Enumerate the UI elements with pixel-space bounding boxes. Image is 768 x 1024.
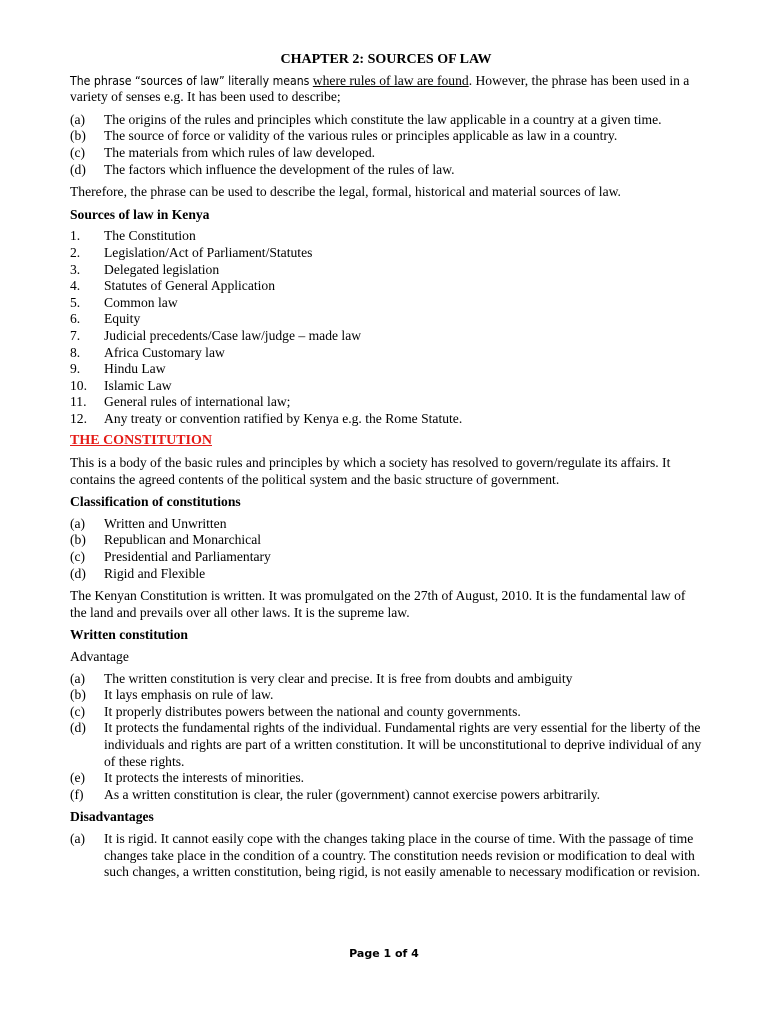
- list-marker: (f): [70, 786, 84, 802]
- list-item: [70, 720, 702, 770]
- list-text: As a written constitution is clear, the ruler (government) cannot exercise powers arbitrarily.: [104, 786, 601, 802]
- list-text: The written constitution is very clear and precise. It is free from doubts and ambiguity: [104, 670, 573, 686]
- list-item: [70, 394, 702, 411]
- list-marker: (b): [70, 532, 86, 548]
- list-marker: (e): [70, 770, 86, 786]
- list-item: [70, 128, 702, 145]
- list-item: [70, 566, 702, 583]
- list-text: Statutes of General Application: [104, 278, 276, 294]
- list-item: [70, 162, 702, 179]
- list-marker: (a): [70, 111, 86, 127]
- list-item: [70, 328, 702, 345]
- list-text: Any treaty or convention ratified by Kenya e.g. the Rome Statute.: [104, 410, 463, 426]
- list-marker: 3.: [70, 261, 81, 277]
- list-item: [70, 145, 702, 162]
- list-text: Equity: [104, 311, 141, 327]
- list-marker: (d): [70, 720, 86, 736]
- list-text: Legislation/Act of Parliament/Statutes: [104, 244, 313, 260]
- list-item: [70, 787, 702, 804]
- list-marker: (d): [70, 565, 86, 581]
- page-footer: Page 1 of 4: [349, 947, 419, 960]
- intro-rest: . However, the phrase has been used in a variety of senses e.g. It has been used to describe;: [70, 72, 690, 105]
- list-item: [70, 262, 702, 279]
- list-marker: (a): [70, 670, 86, 686]
- list-marker: 10.: [70, 377, 87, 393]
- chapter-title: CHAPTER 2: SOURCES OF LAW: [280, 52, 492, 67]
- list-text: The origins of the rules and principles which constitute the law applicable in a country at a given time.: [104, 111, 662, 127]
- list-text: Africa Customary law: [104, 344, 225, 360]
- intro-underlined: where rules of law are found: [312, 72, 469, 88]
- list-marker: (c): [70, 144, 86, 160]
- list-item: [70, 345, 702, 362]
- intro-paragraph: [70, 73, 702, 106]
- list-item: [70, 770, 702, 787]
- list-text: Republican and Monarchical: [104, 532, 262, 548]
- classification-list: [70, 516, 702, 582]
- describe-list: [70, 112, 702, 178]
- list-text: It lays emphasis on rule of law.: [104, 687, 274, 703]
- intro-lead: The phrase “sources of law” literally means: [70, 73, 310, 88]
- list-text: Presidential and Parliamentary: [104, 549, 271, 565]
- list-item: [70, 245, 702, 262]
- list-marker: (b): [70, 687, 86, 703]
- document-page: [70, 52, 702, 887]
- list-text: Hindu Law: [104, 361, 166, 377]
- list-marker: 11.: [70, 394, 87, 410]
- disadvantages-heading: Disadvantages: [70, 809, 154, 825]
- written-heading: Written constitution: [70, 627, 188, 643]
- list-item: [70, 671, 702, 688]
- list-text: Written and Unwritten: [104, 515, 227, 531]
- list-item: [70, 831, 702, 881]
- list-marker: (c): [70, 703, 86, 719]
- list-marker: (d): [70, 161, 86, 177]
- list-text: The Constitution: [104, 228, 196, 244]
- disadvantage-list: [70, 831, 702, 881]
- list-item: [70, 295, 702, 312]
- list-marker: 1.: [70, 228, 81, 244]
- list-marker: 6.: [70, 311, 81, 327]
- list-marker: 12.: [70, 410, 87, 426]
- advantage-list: [70, 671, 702, 804]
- list-item: [70, 361, 702, 378]
- list-marker: 2.: [70, 244, 81, 260]
- list-item: [70, 411, 702, 428]
- list-item: [70, 378, 702, 395]
- list-item: [70, 278, 702, 295]
- list-text: The materials from which rules of law developed.: [104, 144, 376, 160]
- list-text: Rigid and Flexible: [104, 565, 206, 581]
- list-item: [70, 516, 702, 533]
- list-item: [70, 311, 702, 328]
- list-item: [70, 704, 702, 721]
- list-item: [70, 549, 702, 566]
- list-item: [70, 112, 702, 129]
- sources-list: [70, 228, 702, 427]
- list-text: Judicial precedents/Case law/judge – made law: [104, 327, 362, 343]
- list-item: [70, 228, 702, 245]
- list-marker: 5.: [70, 294, 81, 310]
- sources-heading: Sources of law in Kenya: [70, 206, 210, 222]
- list-text: General rules of international law;: [104, 394, 291, 410]
- classification-heading: Classification of constitutions: [70, 494, 241, 510]
- constitution-heading: THE CONSTITUTION: [70, 433, 212, 449]
- list-marker: (a): [70, 515, 86, 531]
- list-text: Islamic Law: [104, 377, 172, 393]
- constitution-definition: This is a body of the basic rules and principles by which a society has resolved to govern/regulate its affairs. It contains the agreed contents of the political system and the basic structure of government.: [70, 455, 671, 487]
- list-text: Common law: [104, 294, 178, 310]
- list-marker: (c): [70, 549, 86, 565]
- list-marker: 9.: [70, 361, 81, 377]
- list-marker: (b): [70, 128, 86, 144]
- list-text: It properly distributes powers between the national and county governments.: [104, 703, 521, 719]
- list-text: It protects the fundamental rights of the individual. Fundamental rights are very essential for the liberty of the individuals and rights are part of a written constitution. It will be unconstitutional to deprive individual of any of these rights.: [104, 720, 702, 769]
- list-marker: 8.: [70, 344, 81, 360]
- list-marker: 7.: [70, 327, 81, 343]
- therefore-paragraph: Therefore, the phrase can be used to describe the legal, formal, historical and material sources of law.: [70, 184, 621, 200]
- advantage-label: Advantage: [70, 649, 129, 664]
- list-text: The factors which influence the development of the rules of law.: [104, 161, 455, 177]
- list-marker: (a): [70, 830, 86, 846]
- list-text: The source of force or validity of the various rules or principles applicable as law in a country.: [104, 128, 618, 144]
- list-marker: 4.: [70, 278, 81, 294]
- list-text: Delegated legislation: [104, 261, 220, 277]
- list-text: It protects the interests of minorities.: [104, 770, 305, 786]
- list-item: [70, 532, 702, 549]
- list-item: [70, 687, 702, 704]
- list-text: It is rigid. It cannot easily cope with the changes taking place in the course of time. With the passage of time changes take place in the condition of a country. The constitution needs revision or modification to deal with such changes, a written constitution, being rigid, is not easily amenable to necessary modification or revision.: [104, 830, 701, 880]
- kenyan-paragraph: The Kenyan Constitution is written. It was promulgated on the 27th of August, 2010. It is the fundamental law of the land and prevails over all other laws. It is the supreme law.: [70, 588, 686, 620]
